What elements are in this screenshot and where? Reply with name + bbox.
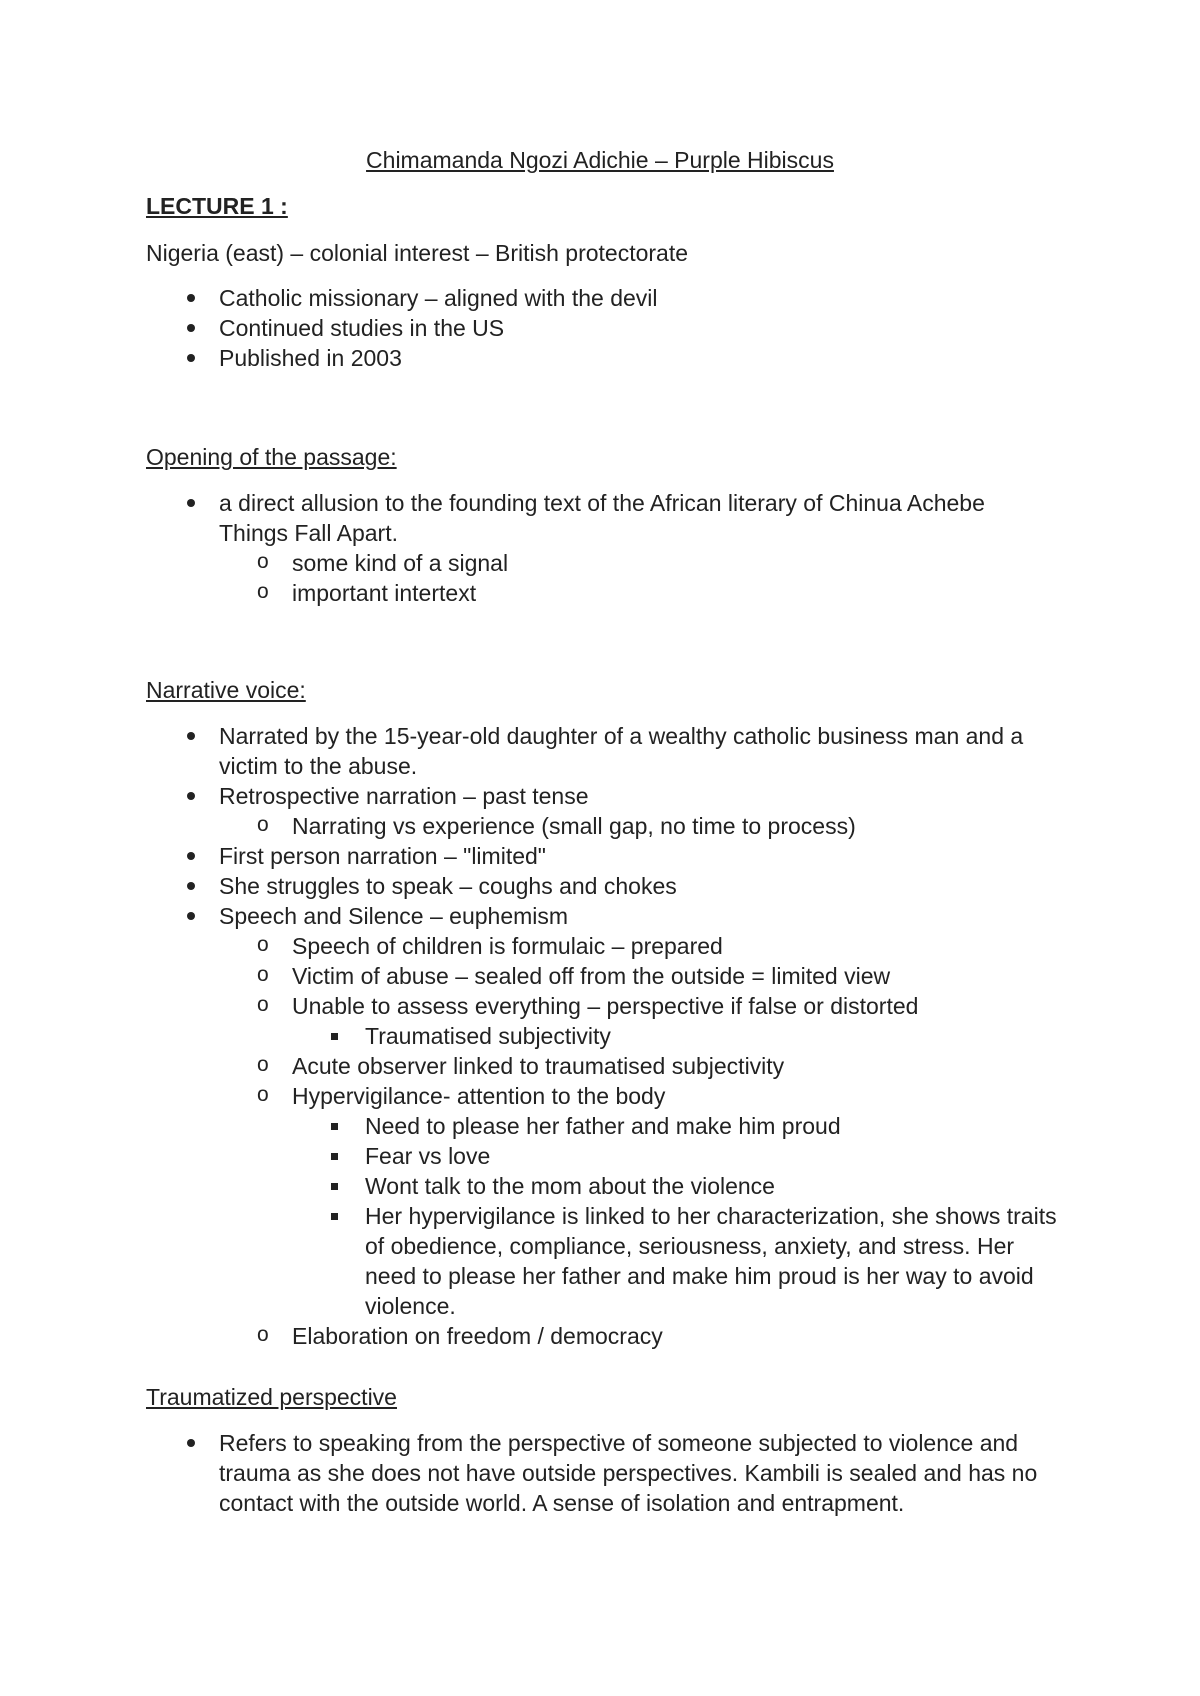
list-item-text: Published in 2003 <box>219 345 402 371</box>
circle-marker: o <box>257 1053 269 1076</box>
circle-marker: o <box>257 933 269 956</box>
list-item-text: Narrating vs experience (small gap, no time to process) <box>292 813 856 839</box>
list-item-text: Continued studies in the US <box>219 315 505 341</box>
square-marker <box>331 1183 338 1190</box>
bullet-marker <box>187 294 195 302</box>
list-item-text: Catholic missionary – aligned with the devil <box>219 285 658 311</box>
circle-marker: o <box>257 963 269 986</box>
square-marker <box>331 1123 338 1130</box>
bullet-marker <box>187 354 195 362</box>
list-item <box>0 1428 1059 1518</box>
bullet-marker <box>187 1439 195 1447</box>
list-item-text: Elaboration on freedom / democracy <box>292 1323 663 1349</box>
list-item <box>0 1051 1059 1081</box>
list-item <box>0 1171 1059 1201</box>
list-item-text: a direct allusion to the founding text of the African literary of Chinua Achebe Things Fall Apart. <box>219 490 985 546</box>
bullet-marker <box>187 732 195 740</box>
bullet-marker <box>187 324 195 332</box>
list-item <box>0 811 1059 841</box>
list-item-text: Victim of abuse – sealed off from the outside = limited view <box>292 963 891 989</box>
list-item-text: Acute observer linked to traumatised subjectivity <box>292 1053 785 1079</box>
list-item-text: Hypervigilance- attention to the body <box>292 1083 666 1109</box>
list-item-text: Speech of children is formulaic – prepared <box>292 933 723 959</box>
list-item <box>0 841 1059 871</box>
circle-marker: o <box>257 1323 269 1346</box>
square-marker <box>331 1033 338 1040</box>
bullet-marker <box>187 792 195 800</box>
list-item <box>0 578 1059 608</box>
opening-bullet-list <box>0 488 1200 608</box>
list-item-text: Narrated by the 15-year-old daughter of a wealthy catholic business man and a victim to the abuse. <box>219 723 1024 779</box>
section-heading-opening: Opening of the passage: <box>146 444 397 470</box>
list-item <box>0 781 1059 811</box>
bullet-marker <box>187 882 195 890</box>
list-item <box>0 283 1059 313</box>
circle-marker: o <box>257 993 269 1016</box>
circle-marker: o <box>257 580 269 603</box>
list-item <box>0 1021 1059 1051</box>
intro-line: Nigeria (east) – colonial interest – British protectorate <box>146 240 689 266</box>
circle-marker: o <box>257 550 269 573</box>
list-item-text: Wont talk to the mom about the violence <box>365 1173 775 1199</box>
list-item <box>0 1141 1059 1171</box>
list-item-text: important intertext <box>292 580 477 606</box>
list-item <box>0 931 1059 961</box>
bullet-marker <box>187 912 195 920</box>
list-item <box>0 488 1059 548</box>
circle-marker: o <box>257 1083 269 1106</box>
list-item <box>0 1081 1059 1111</box>
square-marker <box>331 1153 338 1160</box>
list-item <box>0 1321 1059 1351</box>
bullet-marker <box>187 852 195 860</box>
list-item-text: some kind of a signal <box>292 550 509 576</box>
circle-marker: o <box>257 813 269 836</box>
list-item-text: Unable to assess everything – perspective if false or distorted <box>292 993 919 1019</box>
list-item <box>0 901 1059 931</box>
list-item-text: Need to please her father and make him proud <box>365 1113 841 1139</box>
list-item <box>0 1111 1059 1141</box>
document-title: Chimamanda Ngozi Adichie – Purple Hibiscus <box>366 147 834 173</box>
list-item-text: First person narration – "limited" <box>219 843 546 869</box>
list-item <box>0 871 1059 901</box>
lecture-heading: LECTURE 1 : <box>146 193 288 219</box>
bullet-marker <box>187 499 195 507</box>
list-item <box>0 1201 1059 1321</box>
list-item <box>0 721 1059 781</box>
list-item-text: Fear vs love <box>365 1143 491 1169</box>
trauma-bullet-list <box>0 1428 1200 1518</box>
narrative-bullet-list <box>0 721 1200 1351</box>
list-item <box>0 991 1059 1021</box>
list-item-text: She struggles to speak – coughs and chokes <box>219 873 677 899</box>
list-item <box>0 313 1059 343</box>
list-item <box>0 343 1059 373</box>
list-item-text: Refers to speaking from the perspective of someone subjected to violence and trauma as she does not have outside perspectives. Kambili is sealed and has no contact with the outside world. A sense of isolation and entrapment. <box>219 1430 1038 1516</box>
section-heading-narrative-voice: Narrative voice: <box>146 677 306 703</box>
intro-bullet-list <box>0 283 1200 373</box>
list-item-text: Speech and Silence – euphemism <box>219 903 569 929</box>
list-item <box>0 961 1059 991</box>
section-heading-traumatized-perspective: Traumatized perspective <box>146 1384 397 1410</box>
list-item-text: Her hypervigilance is linked to her characterization, she shows traits of obedience, compliance, seriousness, anxiety, and stress. Her need to please her father and make him proud is her way to avoid violence. <box>365 1203 1057 1319</box>
list-item-text: Traumatised subjectivity <box>365 1023 611 1049</box>
list-item <box>0 548 1059 578</box>
square-marker <box>331 1213 338 1220</box>
list-item-text: Retrospective narration – past tense <box>219 783 589 809</box>
